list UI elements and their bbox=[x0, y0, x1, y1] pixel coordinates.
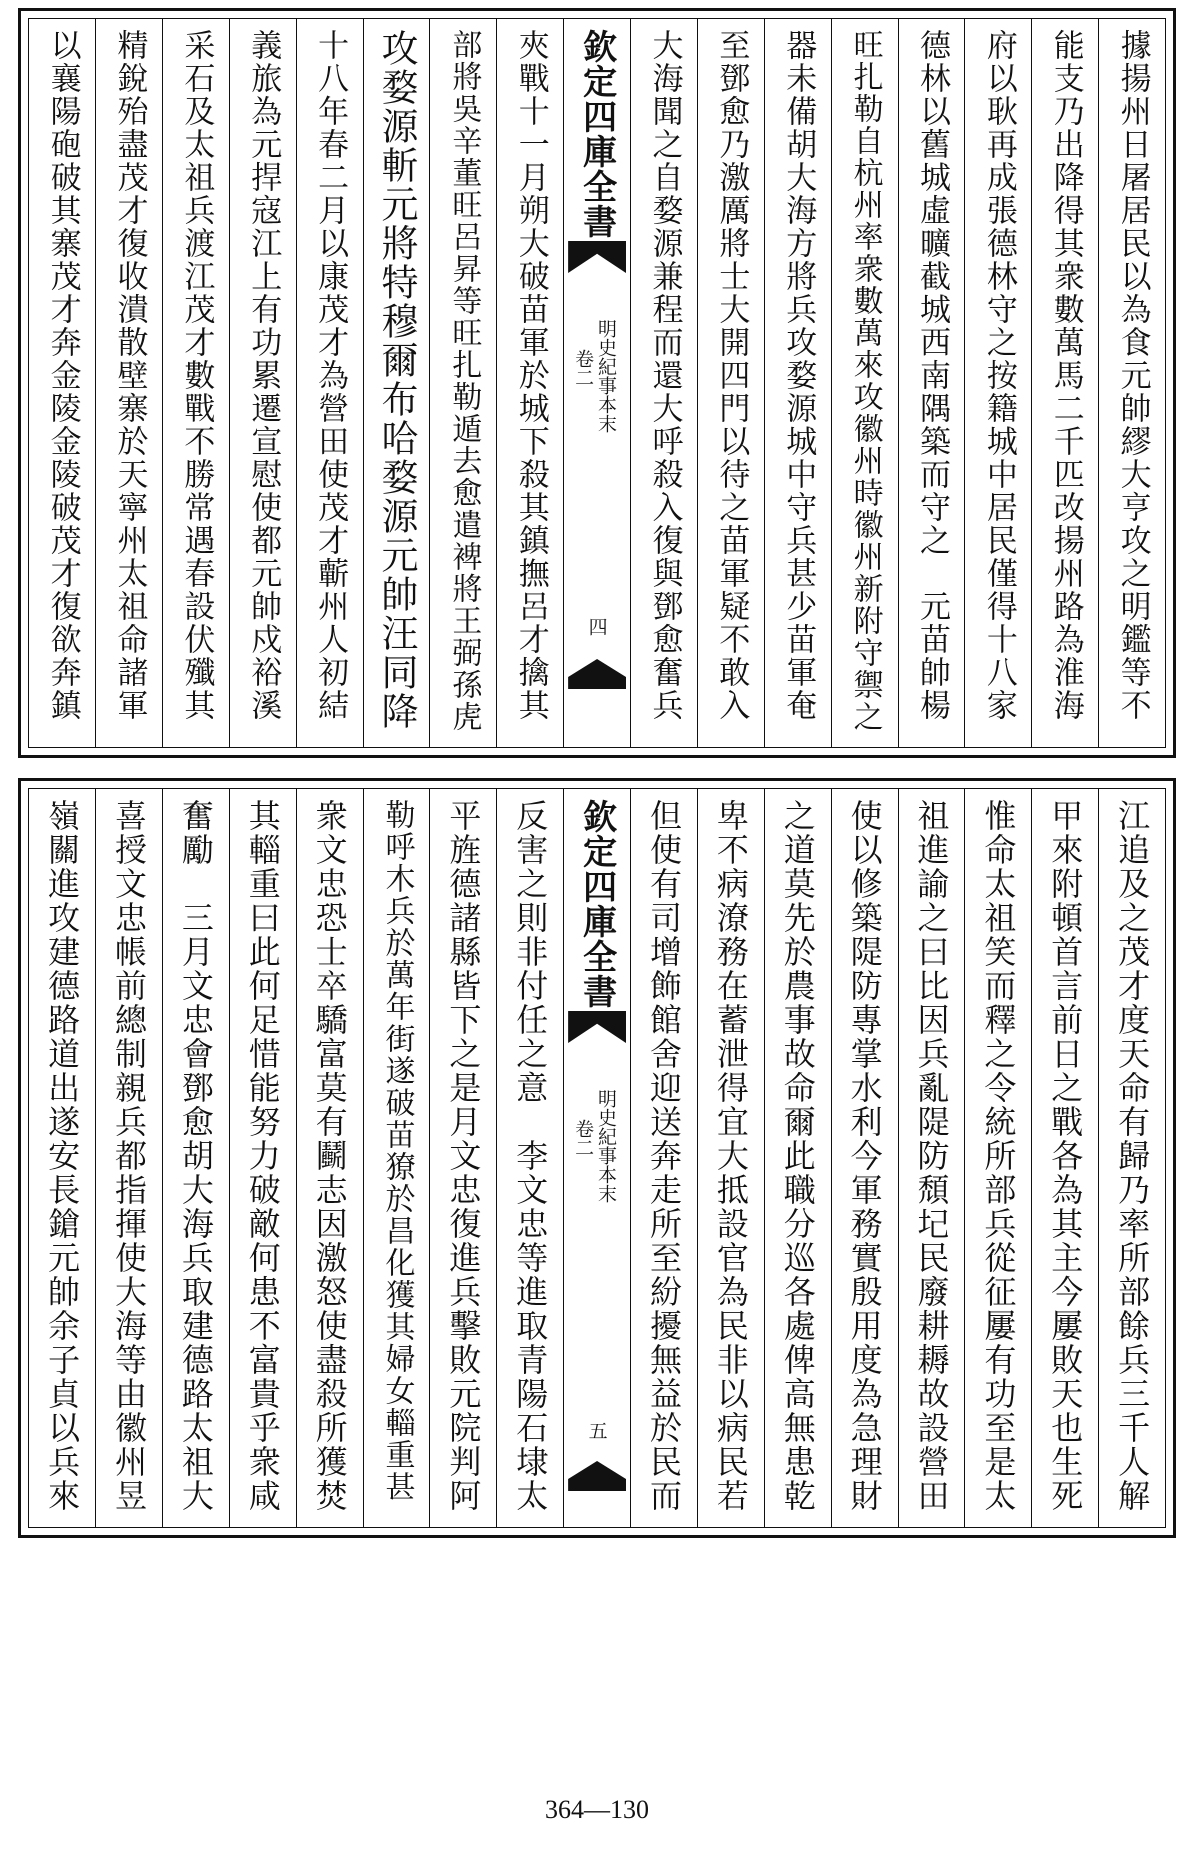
text-column bbox=[764, 19, 831, 747]
lower-page bbox=[18, 778, 1176, 1538]
fish-tail-ornament-bottom bbox=[568, 659, 626, 689]
text-column bbox=[29, 19, 95, 747]
text-column bbox=[95, 789, 162, 1527]
column-text: 旺扎勒自杭州率衆數萬來攻徽州時徽州新附守禦之 bbox=[847, 29, 883, 733]
text-column bbox=[296, 19, 363, 747]
column-text: 以襄陽砲破其寨茂才奔金陵金陵破茂才復欲奔鎮 bbox=[44, 29, 81, 722]
text-column bbox=[764, 789, 831, 1527]
text-column bbox=[229, 19, 296, 747]
column-text: 喜授文忠帳前總制親兵都指揮使大海等由徽州昱 bbox=[109, 799, 148, 1513]
juan-number: 卷二 bbox=[572, 349, 595, 387]
page-number: 四 bbox=[585, 617, 608, 636]
book-series-title: 欽定四庫全書 bbox=[576, 29, 617, 239]
text-column bbox=[898, 19, 965, 747]
text-column bbox=[630, 789, 697, 1527]
column-text: 勒呼木兵於萬年街遂破苗獠於昌化獲其婦女輜重甚 bbox=[379, 799, 415, 1503]
text-column bbox=[697, 19, 764, 747]
text-column bbox=[429, 789, 496, 1527]
text-column bbox=[697, 789, 764, 1527]
column-text: 德林以舊城虛曠截城西南隅築而守之 元苗帥楊 bbox=[913, 29, 950, 722]
book-name: 明史紀事本末 bbox=[595, 319, 617, 433]
book-series-title: 欽定四庫全書 bbox=[576, 799, 617, 1009]
upper-page-columns bbox=[29, 19, 1165, 747]
column-text: 祖進諭之曰比因兵亂隄防頹圮民廢耕耨故設營田 bbox=[912, 799, 951, 1513]
column-text: 義旅為元捍寇江上有功累遷宣慰使都元帥戍裕溪 bbox=[245, 29, 282, 722]
column-text: 奮勵 三月文忠會鄧愈胡大海兵取建德路太祖大 bbox=[176, 799, 215, 1513]
fish-tail-ornament-top bbox=[568, 1011, 626, 1043]
column-text: 大海聞之自婺源兼程而還大呼殺入復與鄧愈奮兵 bbox=[646, 29, 683, 722]
fish-tail-ornament-top bbox=[568, 241, 626, 273]
text-column bbox=[95, 19, 162, 747]
text-column bbox=[1098, 19, 1165, 747]
text-column bbox=[296, 789, 363, 1527]
column-text: 嶺關進攻建德路道出遂安長鎗元帥余子貞以兵來 bbox=[43, 799, 82, 1513]
page-number: 五 bbox=[585, 1421, 608, 1440]
text-column bbox=[831, 789, 898, 1527]
fish-tail-ornament-bottom bbox=[568, 1461, 626, 1491]
center-fold-column bbox=[563, 789, 630, 1527]
text-column bbox=[496, 19, 563, 747]
text-column bbox=[29, 789, 95, 1527]
lower-page-columns bbox=[29, 789, 1165, 1527]
text-column bbox=[630, 19, 697, 747]
text-column bbox=[1031, 789, 1098, 1527]
upper-page bbox=[18, 8, 1176, 758]
column-text: 惟命太祖笑而釋之令統所部兵從征屢有功至是太 bbox=[979, 799, 1018, 1513]
text-column bbox=[363, 789, 430, 1527]
page-footer-number: 364—130 bbox=[545, 1795, 649, 1824]
column-text: 甲來附頓首言前日之戰各為其主今屢敗天也生死 bbox=[1046, 799, 1085, 1513]
column-text: 能支乃出降得其衆數萬馬二千匹改揚州路為淮海 bbox=[1047, 29, 1084, 722]
column-text: 據揚州日屠居民以為食元帥繆大亨攻之明鑑等不 bbox=[1114, 29, 1151, 722]
column-text: 平旌德諸縣皆下之是月文忠復進兵擊敗元院判阿 bbox=[444, 799, 483, 1513]
text-column bbox=[964, 789, 1031, 1527]
juan-number: 卷二 bbox=[572, 1119, 595, 1157]
text-column bbox=[162, 789, 229, 1527]
column-text: 府以耿再成張德林守之按籍城中居民僅得十八家 bbox=[980, 29, 1017, 722]
column-text: 采石及太祖兵渡江茂才數戰不勝常遇春設伏殲其 bbox=[178, 29, 215, 722]
book-name: 明史紀事本末 bbox=[595, 1089, 617, 1203]
upper-page-frame bbox=[28, 18, 1166, 748]
text-column bbox=[831, 19, 898, 747]
column-text: 十八年春二月以康茂才為營田使茂才蘄州人初結 bbox=[312, 29, 349, 722]
column-text: 但使有司增飾館舍迎送奔走所至紛擾無益於民而 bbox=[644, 799, 683, 1513]
column-text: 攻婺源斬元將特穆爾布哈婺源元帥汪同降 bbox=[374, 29, 418, 731]
text-column bbox=[1031, 19, 1098, 747]
column-text: 反害之則非付任之意 李文忠等進取青陽石埭太 bbox=[511, 799, 550, 1513]
text-column bbox=[229, 789, 296, 1527]
column-text: 精銳殆盡茂才復收潰散壁寨於天寧州太祖命諸軍 bbox=[111, 29, 148, 722]
text-column bbox=[429, 19, 496, 747]
column-text: 其輜重曰此何足惜能努力破敵何患不富貴乎衆咸 bbox=[243, 799, 282, 1513]
text-column bbox=[964, 19, 1031, 747]
column-text: 至鄧愈乃激厲將士大開四門以待之苗軍疑不敢入 bbox=[713, 29, 750, 722]
column-text: 江追及之茂才度天命有歸乃率所部餘兵三千人解 bbox=[1113, 799, 1152, 1513]
column-text: 使以修築隄防專掌水利今軍務實殷用度為急理財 bbox=[845, 799, 884, 1513]
column-text: 衆文忠恐士卒驕富莫有鬬志因激怒使盡殺所獲焚 bbox=[310, 799, 349, 1513]
text-column bbox=[1098, 789, 1165, 1527]
column-text: 部將吳辛董旺呂昇等旺扎勒遁去愈遣裨將王弼孫虎 bbox=[446, 29, 482, 733]
text-column bbox=[496, 789, 563, 1527]
text-column bbox=[363, 19, 430, 747]
lower-page-frame bbox=[28, 788, 1166, 1528]
text-column bbox=[898, 789, 965, 1527]
column-text: 卑不病潦務在蓄泄得宜大抵設官為民非以病民若 bbox=[711, 799, 750, 1513]
text-column bbox=[162, 19, 229, 747]
column-text: 器未備胡大海方將兵攻婺源城中守兵甚少苗軍奄 bbox=[780, 29, 817, 722]
center-fold-column bbox=[563, 19, 630, 747]
column-text: 夾戰十一月朔大破苗軍於城下殺其鎮撫呂才擒其 bbox=[512, 29, 549, 722]
column-text: 之道莫先於農事故命爾此職分巡各處俾高無患乾 bbox=[778, 799, 817, 1513]
